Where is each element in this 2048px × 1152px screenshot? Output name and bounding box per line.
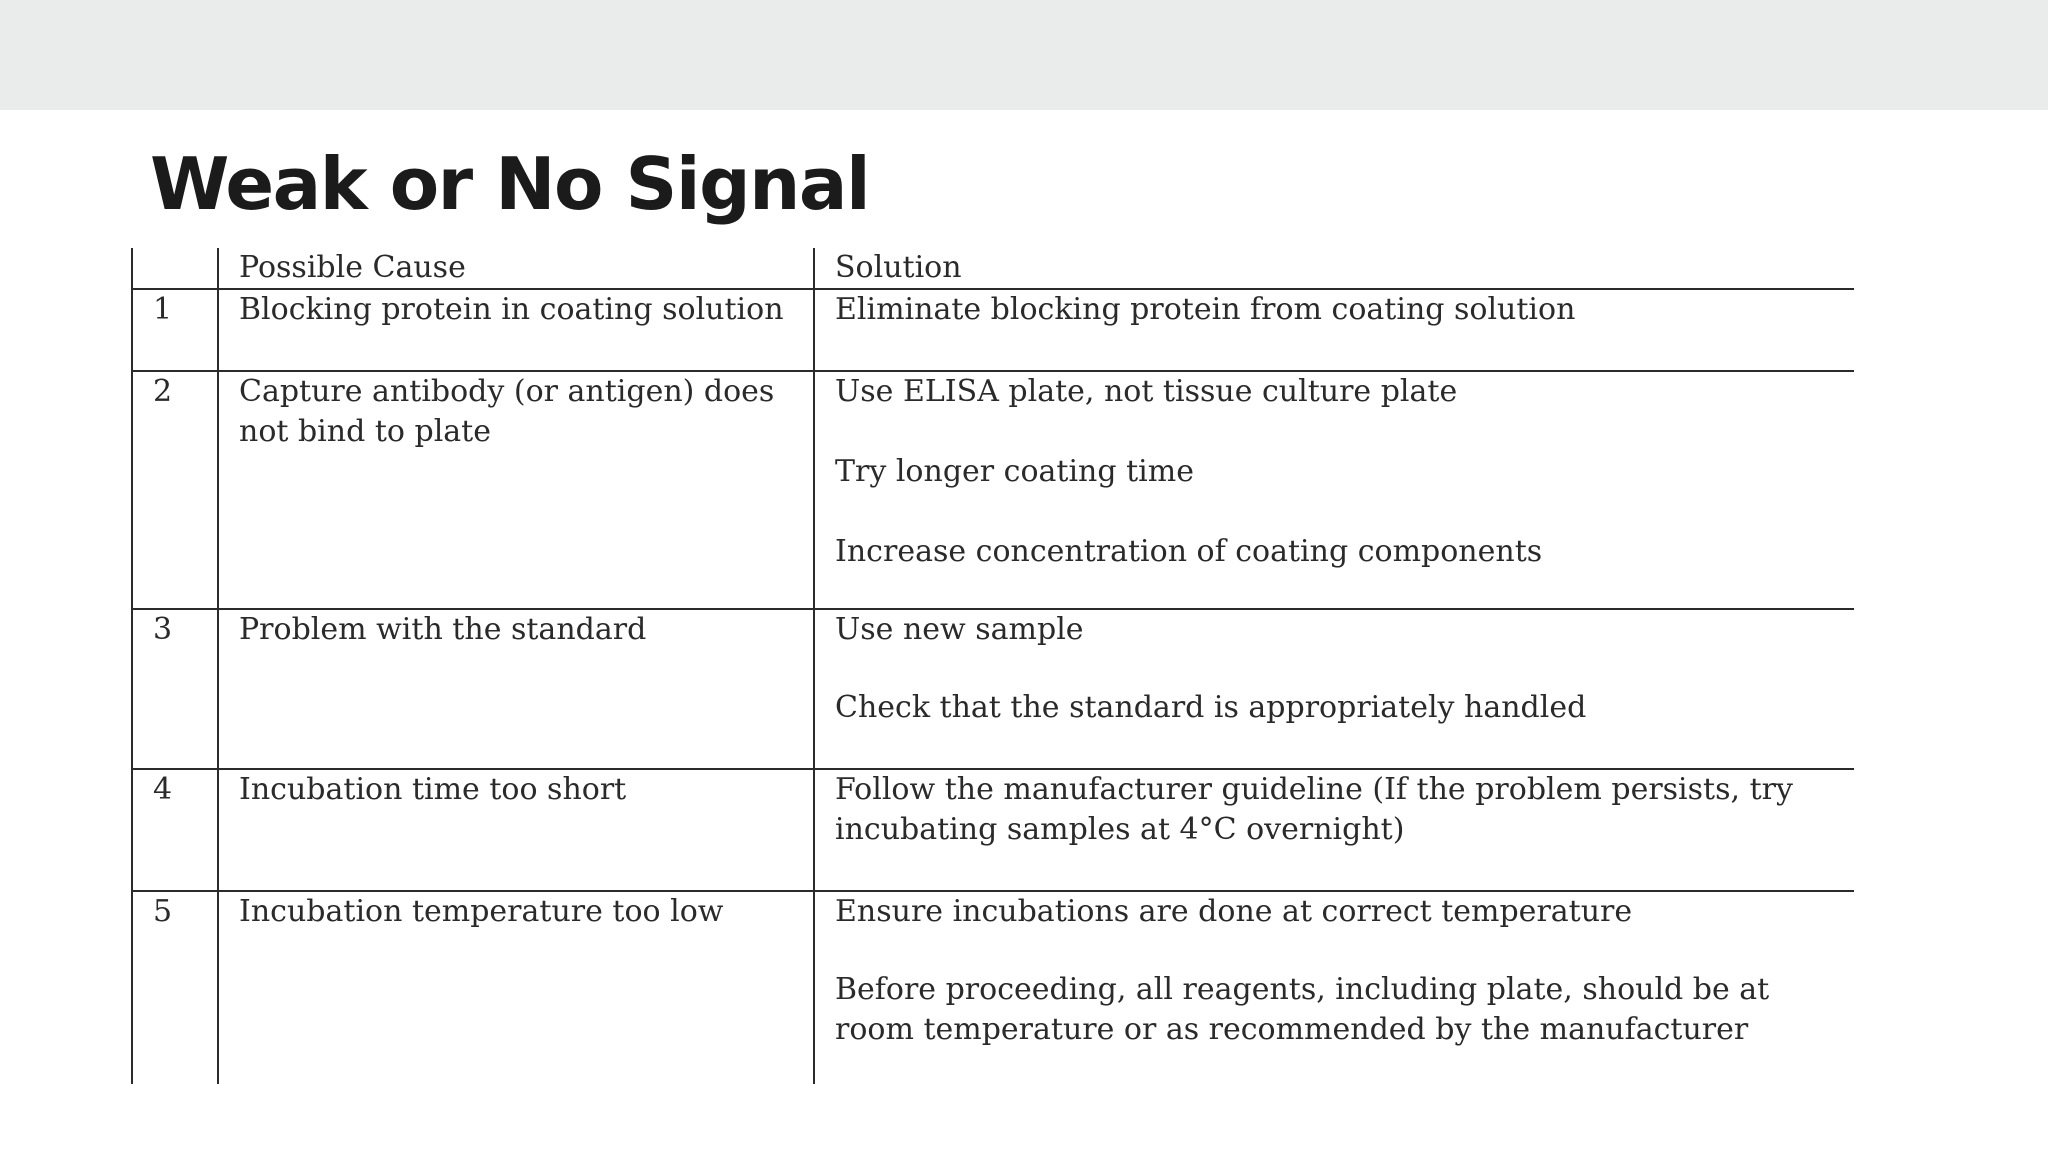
solution-item: Use new sample — [835, 612, 1084, 647]
solution-item: Eliminate blocking protein from coating solution — [835, 292, 1576, 327]
table-row — [132, 371, 1854, 609]
solution-cell — [814, 769, 1854, 891]
table-row — [132, 289, 1854, 371]
row-number: 3 — [132, 609, 218, 769]
row-number: 2 — [132, 371, 218, 609]
header-solution: Solution — [814, 248, 1854, 289]
solution-cell — [814, 371, 1854, 609]
solution-cell — [814, 891, 1854, 1084]
solution-item: Ensure incubations are done at correct temperature — [835, 894, 1633, 929]
possible-cause-cell: Problem with the standard — [218, 609, 814, 769]
possible-cause-cell: Capture antibody (or antigen) does not bind to plate — [218, 371, 814, 609]
solution-item: Try longer coating time — [835, 454, 1194, 489]
solution-item: Before proceeding, all reagents, including plate, should be at room temperature or as recommended by the manufacturer — [835, 972, 1770, 1047]
table-row — [132, 609, 1854, 769]
solution-item: Follow the manufacturer guideline (If the problem persists, try incubating samples at 4°C overnight) — [835, 772, 1793, 847]
solution-item: Use ELISA plate, not tissue culture plate — [835, 374, 1458, 409]
header-band — [0, 0, 2048, 110]
row-number: 1 — [132, 289, 218, 371]
slide-title: Weak or No Signal — [150, 142, 870, 226]
solution-item: Check that the standard is appropriately handled — [835, 690, 1587, 725]
row-number: 4 — [132, 769, 218, 891]
possible-cause-cell: Incubation time too short — [218, 769, 814, 891]
solution-item: Increase concentration of coating components — [835, 534, 1543, 569]
possible-cause-cell: Incubation temperature too low — [218, 891, 814, 1084]
table-row — [132, 769, 1854, 891]
solution-cell — [814, 609, 1854, 769]
troubleshooting-table — [131, 248, 1854, 1084]
header-number — [132, 248, 218, 289]
table-header-row — [132, 248, 1854, 289]
row-number: 5 — [132, 891, 218, 1084]
table-row — [132, 891, 1854, 1084]
header-possible-cause: Possible Cause — [218, 248, 814, 289]
possible-cause-cell: Blocking protein in coating solution — [218, 289, 814, 371]
solution-cell — [814, 289, 1854, 371]
